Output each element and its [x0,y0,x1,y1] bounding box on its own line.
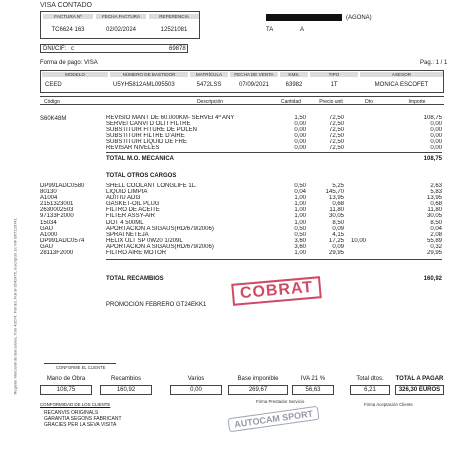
ref-value: 12521081 [160,27,188,33]
mano-label: Mano de Obra [46,376,86,382]
mo-imp-column [406,115,442,152]
footer-note-1: RECANVIS ORIGINALS [44,410,99,416]
other-line-price: 0,09 [332,225,344,232]
mo-line-price: 72,50 [328,127,344,134]
other-line-code: 2151323001 [40,201,74,208]
mo-line-qty: 0,00 [294,145,306,152]
cobrat-stamp: COBRAT [231,276,322,306]
other-line-code: 80130 [40,189,57,196]
company-right: (AGONA) [346,15,372,21]
mo-line-qty: 0,00 [294,121,306,128]
other-line-qty: 1,00 [294,250,306,257]
mo-line-desc: SUBSTITUIR FITURE DE POLEN [106,127,198,134]
mo-price-column [314,115,344,152]
other-line-qty: 0,50 [294,231,306,238]
col-descripcion: Descripción [196,99,224,105]
mo-line-importe: 0,00 [430,139,442,146]
dni-box [40,44,188,53]
column-header-row [40,96,444,105]
other-line-qty: 1,00 [294,195,306,202]
other-line-qty: 1,00 [294,213,306,220]
varios-value: 0,00 [170,385,222,395]
other-line-code: 97133F2000 [40,213,74,220]
other-dto-column [336,183,366,256]
other-line-price: 4,15 [332,231,344,238]
kms-value: 63982 [285,82,303,88]
col-dto: Dto [365,99,373,105]
fecha-value: 02/02/2024 [105,27,137,33]
other-line-desc: APORTACION A SIGAUS(RD/679/2006) [106,225,214,232]
mo-line-importe: 108,75 [423,115,442,121]
total-dtos-value: 6,21 [350,385,390,395]
other-line-desc: APORTACION A SIGAUS(RD/679/2006) [106,243,214,250]
footer-note-3: GRACIES PER LA SEVA VISITA [44,422,117,428]
autocam-stamp: AUTOCAM SPORT [227,406,319,433]
asesor-value: MONICA ESCOFET [374,82,429,88]
other-line-desc: FILTRO DE ACEITE [106,207,160,214]
recambios-label: Recambios [110,376,141,382]
ref-label: REFERENCIA [149,14,199,19]
mo-line-desc: REVISAR NIVELES [106,145,160,152]
col-importe: Importe [408,99,426,105]
tipo-value: 1T [330,82,338,88]
invoice-header-box [40,11,200,39]
other-line-qty: 0,04 [294,189,306,196]
redacted-block [266,14,342,21]
other-line-price: 5,25 [332,183,344,189]
other-line-qty: 3,60 [294,237,306,244]
mo-desc-column [106,115,276,152]
client-label: CONFORME EL CLIENTE [56,365,106,370]
side-legal-text: Registre Mercantil de Barcelona, Tom 43274, Foli 83, Full B-3542475, Inscripció 1a NIF B67129741 [12,218,18,395]
mo-qty-column [276,115,306,152]
other-line-importe: 2,08 [430,231,442,238]
other-line-importe: 13,95 [426,195,442,202]
modelo-label: MODELO [42,72,108,77]
other-line-price: 0,68 [332,201,344,208]
mo-line-qty: 0,00 [294,133,306,140]
varios-label: Varios [187,376,205,382]
mo-line-price: 72,50 [328,115,344,121]
other-line-desc: FILTRO AIRE MOTOR [106,250,167,257]
other-line-price: 11,80 [329,207,344,214]
other-title: TOTAL OTROS CARGOS [106,173,177,179]
other-line-desc: HELIX ULT SP 0W20 1/209L [106,237,183,244]
other-line-price: 0,09 [332,243,344,250]
modelo-value: CEED [45,82,62,88]
other-line-importe: 0,32 [430,243,442,250]
mo-line-price: 72,50 [328,139,344,146]
other-line-code: A1000 [40,231,58,238]
mo-line-price: 72,50 [328,145,344,152]
matricula-label: MATRÍCULA [190,72,228,77]
factura-label: FACTURA Nº [43,14,93,19]
company-name: VISA CONTADO [40,2,92,9]
other-line-importe: 5,83 [430,189,442,196]
other-line-code: 15034 [40,219,57,226]
ta-left: TA [266,27,274,33]
mo-total-value: 108,75 [423,156,442,162]
client-number: 69878 [169,46,186,52]
factura-value: TC6624 163 [51,27,85,33]
mo-line-importe: 0,00 [430,145,442,152]
firma-prestador: Firma Prestador Servicio [256,399,305,404]
other-line-price: 145,70 [325,189,344,196]
matricula-value: 5472LSS [196,82,222,88]
other-line-code: A1004 [40,195,58,202]
other-line-desc: SPRAI NETEJA [106,231,149,238]
client-line [44,363,116,364]
total-dtos-label: Total dtos. [356,376,384,382]
col-codigo: Código [44,99,60,105]
mo-total-line [106,152,442,153]
other-total-label: TOTAL RECAMBIOS [106,276,164,282]
other-line-code: DP991ADC0574 [40,237,85,244]
other-qty-column [276,183,306,256]
other-line-desc: LIQUID LIMPIA [106,189,148,196]
other-line-desc: SHELL COOLANT LONGLIFE 1L. [106,183,197,189]
other-imp-column [406,183,442,256]
mo-line-qty: 0,00 [294,139,306,146]
mo-line-price: 72,50 [328,133,344,140]
mo-total-label: TOTAL M.O. MECANICA [106,156,174,162]
footer-note-2: GARANTIA SEGONS FABRICANT [44,416,122,422]
page-number: Pag.: 1 / 1 [420,60,448,66]
bastidor-label: NÚMERO DE BASTIDOR [110,72,188,77]
other-line-code: GAU [40,225,54,232]
other-code-column [40,183,104,256]
dni-value: c [71,46,74,52]
col-cantidad: Cantidad [280,99,301,105]
other-desc-column [106,183,276,256]
other-line-price: 30,05 [328,213,344,220]
vehicle-table [40,70,444,93]
mano-value: 108,75 [40,385,92,395]
other-line-desc: GASKET-OIL PLUG [106,201,160,208]
pagar-label: TOTAL A PAGAR [395,376,444,382]
other-line-importe: 8,50 [430,219,442,226]
kms-label: KMS. [280,72,308,77]
other-line-desc: FILTER ASSY-AIR [106,213,156,220]
asesor-label: ASESOR [360,72,443,77]
other-line-dto [336,250,366,256]
fecha-venta-label: FECHA DE VENTA [230,72,278,77]
other-line-price: 17,25 [328,237,344,244]
mo-line-qty: 0,00 [294,127,306,134]
mo-code: S60K48M [40,116,67,122]
ta-right: A [300,27,305,33]
totals-table [40,376,444,400]
promo-text: PROMOCION FEBRERO GT24EKK1 [106,302,207,308]
iva-label: IVA 21 % [300,376,326,382]
fecha-label: FECHA FACTURA [96,14,146,19]
base-label: Base imponible [237,376,279,382]
dni-label: DNI/CIF: [43,46,67,52]
other-line-importe: 30,05 [426,213,442,220]
other-line-desc: ADITIU ADI3 [106,195,141,202]
mo-line-desc: SUBSTITUIR FILTRE D'AIRE [106,133,185,140]
other-line-importe: 55,89 [426,237,442,244]
fecha-venta-value: 07/09/2021 [238,82,270,88]
other-line-qty: 3,60 [294,243,306,250]
bastidor-value: U5YH5812AML095503 [113,82,175,88]
other-line-price: 29,95 [328,250,344,257]
mo-line-desc: REVISIO MANT DE 60.000KM- SERVEI 4ª ANY [106,115,235,121]
other-line-price: 8,50 [332,219,344,226]
other-line-importe: 2,63 [430,183,442,189]
other-total-line [106,259,442,260]
other-line-importe: 29,95 [426,250,442,257]
other-line-qty: 1,00 [294,201,306,208]
other-line-qty: 0,50 [294,225,306,232]
other-total-value: 160,92 [423,276,442,282]
other-line-qty: 1,00 [294,207,306,214]
mo-line-qty: 1,50 [294,115,306,121]
mo-line-desc: SUBSTITUIR LIQUID DE FRE [106,139,188,146]
other-line-code: 2630002503 [40,207,74,214]
other-line-importe: 0,68 [430,201,442,208]
mo-line-price: 72,50 [328,121,344,128]
forma-pago: Forma de pago: VISA [40,60,98,66]
col-precio: Precio unit [319,99,343,105]
other-line-importe: 11,80 [427,207,442,214]
other-line-qty: 0,50 [294,183,306,189]
other-line-code: GAU [40,243,54,250]
other-line-qty: 1,00 [294,219,306,226]
recambios-value: 160,92 [100,385,152,395]
firma-cliente: Firma Aceptación Cliente [364,402,413,407]
mo-line-importe: 0,00 [430,127,442,134]
other-line-code: 28113F2000 [40,250,74,257]
mo-line-importe: 0,00 [430,133,442,140]
conformidad-label: CONFORMIDAD DE LOS CLIENTE [40,402,111,407]
other-line-importe: 0,04 [430,225,442,232]
pagar-value: 326,30 EUROS [395,385,444,395]
iva-value: 56,63 [292,385,334,395]
other-line-dto: 10,00 [350,237,366,244]
mo-line-desc: SERVEI CANVI D OLI I FILTRE [106,121,191,128]
mo-line-importe: 0,00 [430,121,442,128]
base-value: 269,67 [228,385,288,395]
other-line-desc: DOT 4 500ML [106,219,144,226]
other-line-price: 13,95 [328,195,344,202]
other-line-code: DP991ADC0580 [40,183,85,189]
tipo-label: TIPO [310,72,358,77]
